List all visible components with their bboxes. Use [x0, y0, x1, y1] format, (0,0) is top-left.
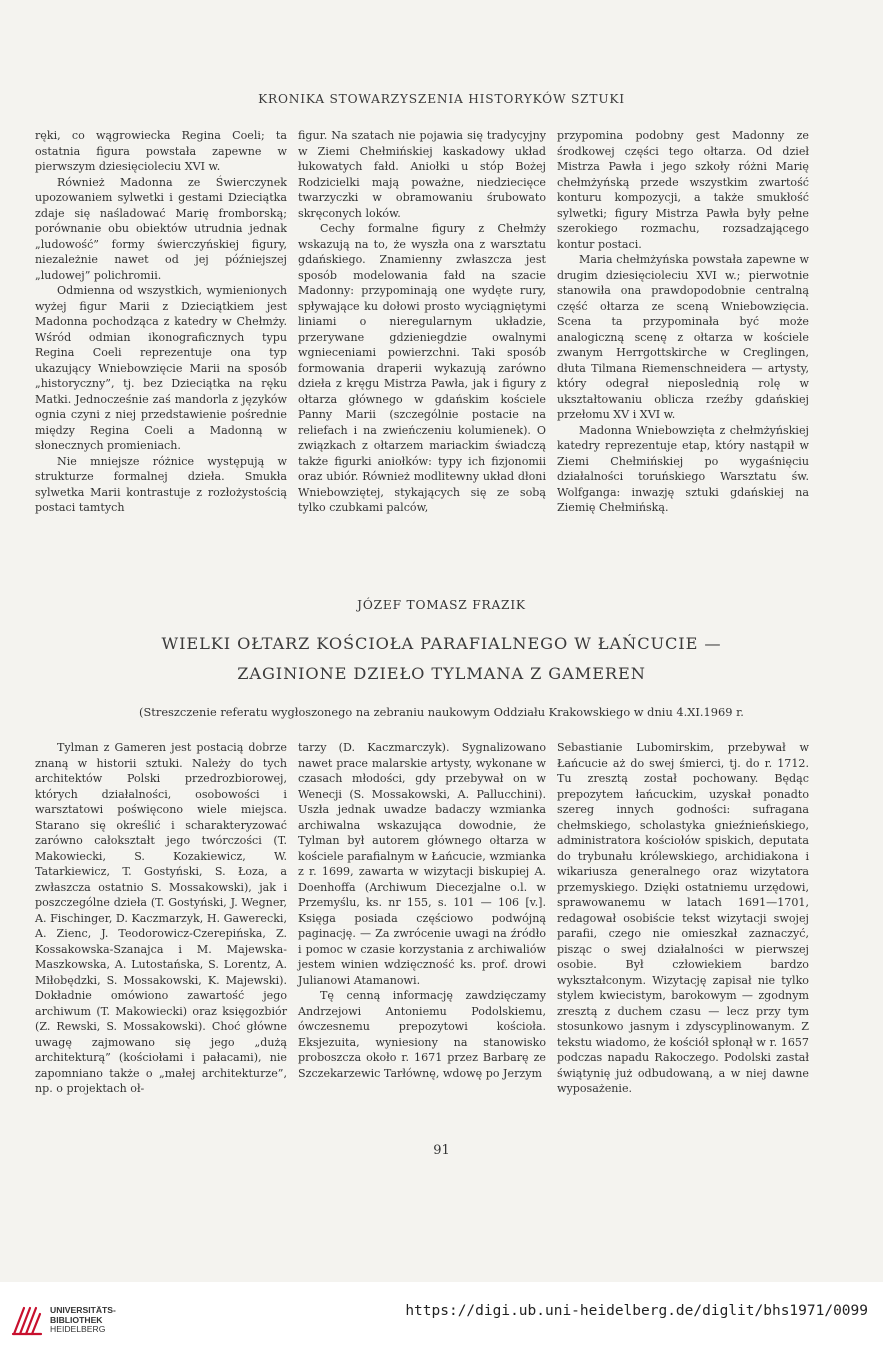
library-name-line-2: BIBLIOTHEK: [50, 1314, 103, 1325]
top-column-1: [35, 128, 287, 516]
paragraph: Cechy formalne figury z Chełmży wskazują na to, że wyszła ona z warsztatu gdańskiego. Znamienny zwłaszcza jest sposób modelowania fałd na szacie Madonny: przypominają one wydęte rury, spływające ku dołowi prosto wyciągniętymi liniami o nieregularnym układzie, przerywane gdzieniegdzie owalnymi wgnieceniami powierzchni. Taki sposób formowania draperii wykazują zarówno dzieła z kręgu Mistrza Pawła, jak i figury z ołtarza głównego w gdańskim kościele Panny Marii (szczególnie postacie na reliefach i na zwieńczeniu kolumienek). O związkach z ołtarzem mariackim świadczą także figurki aniołków: typy ich fizjonomii oraz ubiór. Również modlitewny układ dłoni Wniebowziętej, stykających się ze sobą tylko czubkami palców,: [298, 222, 546, 514]
library-name: [50, 1306, 116, 1335]
top-column-3: [557, 128, 809, 516]
source-url-link[interactable]: https://digi.ub.uni-heidelberg.de/diglit/bhs1971/0099: [405, 1303, 868, 1319]
bottom-column-1: [35, 740, 287, 1097]
paragraph: przypomina podobny gest Madonny ze środkowej części tego ołtarza. Od dzieł Mistrza Pawła i jego szkoły różni Marię chełmżyńską przede wszystkim zwartość konturu kompozycji, a także smukłość sylwetki; figury Mistrza Pawła były pełne szerokiego rozmachu, rozsadzającego kontur postaci.: [557, 129, 809, 251]
top-column-2: [298, 128, 546, 516]
paragraph: Madonna Wniebowzięta z chełmżyńskiej katedry reprezentuje etap, który nastąpił w Ziemi Chełmińskiej po wygaśnięciu działalności toruńskiego Warsztatu św. Wolfganga: inwazję sztuki gdańskiej na Ziemię Chełmińską.: [557, 423, 809, 514]
paragraph: figur. Na szatach nie pojawia się tradycyjny w Ziemi Chełmińskiej kaskadowy układ łukowatych fałd. Aniołki u stóp Bożej Rodzicielki mają poważne, niedziecięce twarzyczki w obramowaniu śrubowato skręconych loków.: [298, 129, 546, 220]
abstract-note: (Streszczenie referatu wygłoszonego na zebraniu naukowym Oddziału Krakowskiego w dniu 4.XI.1969 r.: [139, 705, 744, 719]
paragraph: Również Madonna ze Świerczynek upozowaniem sylwetki i gestami Dzieciątka zdaje się naśladować Marię fromborską; porównanie obu obiektów utrudnia jednak „ludowość” formy świerczyńskiej figury, niezależnie nawet od jej późniejszej „ludowej” polichromii.: [35, 175, 287, 282]
paragraph: tarzy (D. Kaczmarczyk). Sygnalizowano nawet prace malarskie artysty, wykonane w czasach młodości, gdy przebywał on w Wenecji (S. Mossakowski, A. Pallucchini). Uszła jednak uwadze badaczy wzmianka archiwalna wskazująca dowodnie, że Tylman był autorem głównego ołtarza w kościele parafialnym w Łańcucie, wzmianka z r. 1699, zawarta w wizytacji biskupiej A. Doenhoffa (Archiwum Diecezjalne o.l. w Przemyślu, ks. nr 155, s. 101 — 106 [v.]. Księga posiada częściowo podwójną paginację. — Za zwrócenie uwagi na źródło i pomoc w czasie korzystania z archiwaliów jestem winien wdzięczność ks. prof. drowi Julianowi Atamanowi.: [298, 741, 546, 987]
paragraph: Tylman z Gameren jest postacią dobrze znaną w historii sztuki. Należy do tych architektów Polski przedrozbiorowej, których działalności, osobowości i warsztatowi poświęcono wiele miejsca. Starano się określić i scharakteryzować zarówno całokształt jego twórczości (T. Makowiecki, S. Kozakiewicz, W. Tatarkiewicz, T. Gostyński, S. Łoza, a zwłaszcza ostatnio S. Mossakowski), jak i poszczególne dzieła (T. Gostyński, J. Wegner, A. Fischinger, D. Kaczmarzyk, H. Gawerecki, A. Zienc, J. Teodorowicz-Czerepińska, Z. Kossakowska-Szanajca i M. Majewska-Maszkowska, A. Lutostańska, S. Lorentz, A. Miłobędzki, S. Mossakowski, K. Majewski). Dokładnie omówiono zawartość jego archiwum (T. Makowiecki) oraz księgozbiór (Z. Rewski, S. Mossakowski). Choć główne uwagę zajmowano się jego „dużą architekturą” (kościołami i pałacami), nie zapomniano także o „małej architekturze”, np. o projektach oł-: [35, 741, 287, 1095]
library-name-line-3: HEIDELBERG: [50, 1324, 106, 1335]
article-title-line-1: WIELKI OŁTARZ KOŚCIOŁA PARAFIALNEGO W ŁAŃCUCIE —: [161, 634, 722, 653]
paragraph: Odmienna od wszystkich, wymienionych wyżej figur Marii z Dzieciątkiem jest Madonna pochodząca z katedry w Chełmży. Wśród odmian ikonograficznych typu Regina Coeli reprezentuje ona typ ukazujący Wniebowzięcie Marii na sposób „historyczny”, tj. bez Dzieciątka na ręku Matki. Jednocześnie zaś mandorla z języków ognia czyni z niej przedstawienie pośrednie między Regina Coeli a Madonną w słonecznych promieniach.: [35, 284, 287, 452]
paragraph: Sebastianie Lubomirskim, przebywał w Łańcucie aż do swej śmierci, tj. do r. 1712. Tu zresztą został pochowany. Będąc prepozytem łańcuckim, uzyskał ponadto szereg innych godności: sufragana chełmskiego, scholastyka gnieźnieńskiego, administratora kościołów spiskich, deputata do trybunału królewskiego, archidiakona i wikariusza generalnego oraz wizytatora przemyskiego. Dzięki ostatniemu urzędowi, sprawowanemu w latach 1691—1701, redagował osobiście tekst wizytacji swojej parafii, czego nie omieszkał zaznaczyć, pisząc o swej działalności w pierwszej osobie. Był człowiekiem bardzo wykształconym. Wizytację zapisał nie tylko stylem kwiecistym, barokowym — zgodnym zresztą z duchem czasu — lecz przy tym stosunkowo jasnym i zdyscyplinowanym. Z tekstu wiadomo, że kościół spłonął w r. 1657 podczas napadu Rakoczego. Podolski zastał świątynię już odbudowaną, a w niej dawne wyposażenie.: [557, 741, 809, 1095]
page-number: 91: [433, 1143, 450, 1158]
article-author: JÓZEF TOMASZ FRAZIK: [357, 598, 526, 612]
paragraph: Nie mniejsze różnice występują w strukturze formalnej dzieła. Smukła sylwetka Marii kontrastuje z rozłożystością postaci tamtych: [35, 454, 287, 514]
bottom-column-3: [557, 740, 809, 1097]
paragraph: ręki, co wągrowiecka Regina Coeli; ta ostatnia figura powstała zapewne w pierwszym dziesięcioleciu XVI w.: [35, 129, 287, 173]
library-name-line-1: UNIVERSITÄTS-: [50, 1305, 116, 1315]
article-title-line-2: ZAGINIONE DZIEŁO TYLMANA Z GAMEREN: [237, 664, 646, 683]
heidelberg-library-logo-icon[interactable]: [10, 1304, 44, 1338]
paragraph: Maria chełmżyńska powstała zapewne w drugim dziesięcioleciu XVI w.; pierwotnie stanowiła ona prawdopodobnie centralną część ołtarza ze sceną Wniebowzięcia. Scena ta przypominała być może analogiczną scenę z ołtarza w kościele zwanym Herrgottskirche w Creglingen, dłuta Tilmana Riemenschneidera — artysty, który odegrał nieposlednią rolę w ukształtowaniu oblicza rzeźby gdańskiej przełomu XV i XVI w.: [557, 253, 809, 421]
running-head: KRONIKA STOWARZYSZENIA HISTORYKÓW SZTUKI: [258, 92, 625, 106]
bottom-column-2: [298, 740, 546, 1081]
library-footer: [0, 1282, 883, 1357]
paragraph: Tę cenną informację zawdzięczamy Andrzejowi Antoniemu Podolskiemu, ówczesnemu prepozytowi kościoła. Eksjezuita, wyniesiony na stanowisko proboszcza około r. 1671 przez Barbarę ze Szczekarzewic Tarłównę, wdowę po Jerzym: [298, 989, 546, 1080]
